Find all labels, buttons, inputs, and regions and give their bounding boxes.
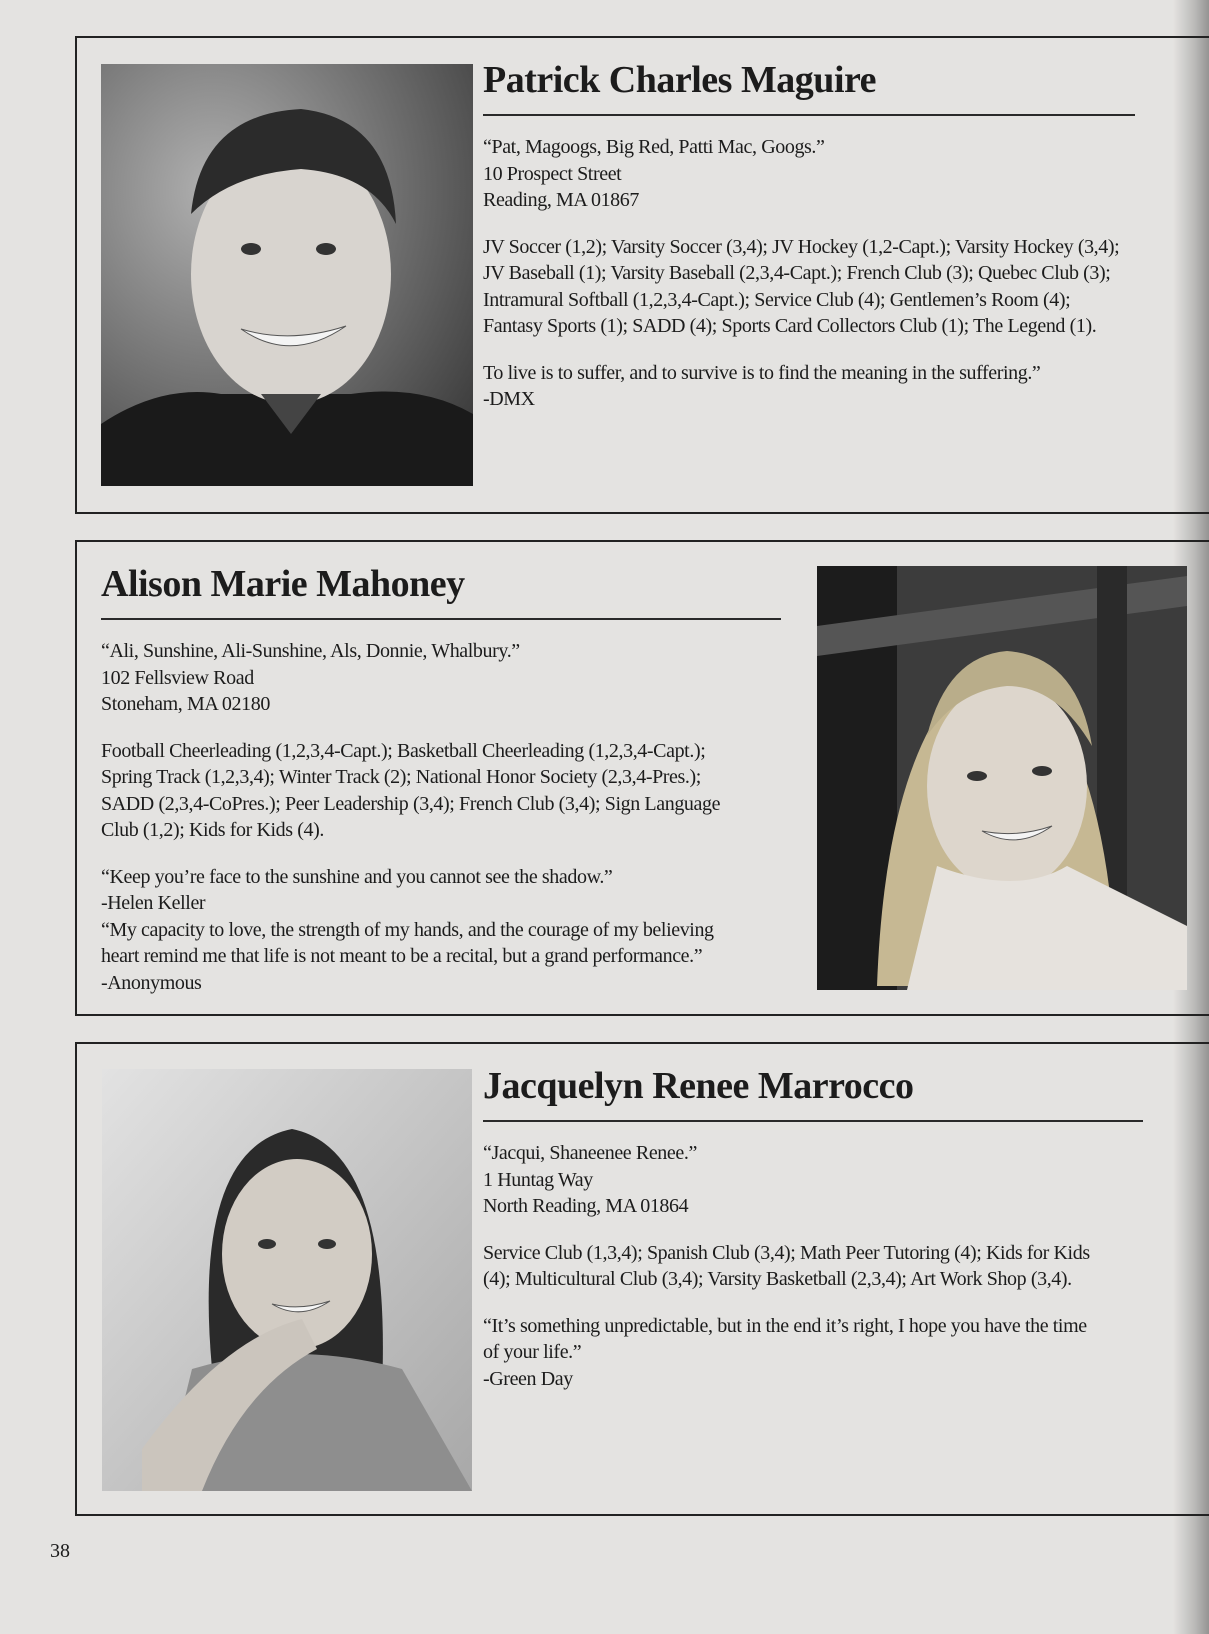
senior-entry-mahoney	[75, 540, 1209, 1016]
senior-entry-maguire	[75, 36, 1209, 514]
activities-line: Fantasy Sports (1); SADD (4); Sports Card Collectors Club (1); The Legend (1).	[483, 315, 1097, 337]
senior-quote	[483, 360, 1135, 413]
senior-info	[483, 1064, 1143, 1392]
activities-line: JV Soccer (1,2); Varsity Soccer (3,4); JV Hockey (1,2-Capt.); Varsity Hockey (3,4);	[483, 235, 1120, 258]
senior-quote	[483, 1313, 1143, 1393]
address-city: North Reading, MA 01864	[483, 1195, 689, 1217]
student-name: Alison Marie Mahoney	[101, 562, 781, 620]
address-city: Reading, MA 01867	[483, 189, 639, 211]
senior-info	[101, 562, 781, 996]
nicknames: “Jacqui, Shaneenee Renee.”	[483, 1142, 697, 1164]
activities-line: Football Cheerleading (1,2,3,4-Capt.); Basketball Cheerleading (1,2,3,4-Capt.);	[101, 739, 706, 762]
quote-attribution: -Anonymous	[101, 971, 202, 994]
senior-portrait-photo	[102, 1069, 472, 1491]
senior-portrait-photo	[101, 64, 473, 486]
activities-line: Club (1,2); Kids for Kids (4).	[101, 819, 324, 841]
quote-line: “It’s something unpredictable, but in the end it’s right, I hope you have the time	[483, 1314, 1087, 1337]
quote-line: of your life.”	[483, 1341, 582, 1363]
activities	[483, 234, 1135, 340]
activities-line: Service Club (1,3,4); Spanish Club (3,4); Math Peer Tutoring (4); Kids for Kids	[483, 1241, 1090, 1264]
quote-line: To live is to suffer, and to survive is to find the meaning in the suffering.”	[483, 361, 1041, 384]
quote-line: heart remind me that life is not meant to be a recital, but a grand performance.”	[101, 945, 703, 967]
address-city: Stoneham, MA 02180	[101, 693, 270, 715]
quote-line: “Keep you’re face to the sunshine and you cannot see the shadow.”	[101, 865, 613, 888]
activities-line: SADD (2,3,4-CoPres.); Peer Leadership (3,4); French Club (3,4); Sign Language	[101, 792, 721, 815]
page-number: 38	[50, 1540, 70, 1562]
quote-attribution: -Helen Keller	[101, 892, 206, 914]
activities-line: JV Baseball (1); Varsity Baseball (2,3,4-Capt.); French Club (3); Quebec Club (3);	[483, 262, 1111, 284]
activities	[483, 1240, 1143, 1293]
senior-portrait-photo	[817, 566, 1187, 990]
address-street: 102 Fellsview Road	[101, 666, 254, 689]
quote-attribution: -Green Day	[483, 1367, 573, 1390]
address-street: 10 Prospect Street	[483, 162, 622, 185]
nicknames: “Pat, Magoogs, Big Red, Patti Mac, Googs.”	[483, 136, 825, 158]
student-name: Jacquelyn Renee Marrocco	[483, 1064, 1143, 1122]
student-name: Patrick Charles Maguire	[483, 58, 1135, 116]
activities-line: Intramural Softball (1,2,3,4-Capt.); Service Club (4); Gentlemen’s Room (4);	[483, 288, 1071, 311]
nicknames: “Ali, Sunshine, Ali-Sunshine, Als, Donnie, Whalbury.”	[101, 640, 520, 662]
quote-line: “My capacity to love, the strength of my hands, and the courage of my believing	[101, 918, 714, 941]
address-street: 1 Huntag Way	[483, 1168, 593, 1191]
senior-info	[483, 58, 1135, 413]
senior-quote	[101, 864, 781, 997]
senior-entry-marrocco	[75, 1042, 1209, 1516]
quote-attribution: -DMX	[483, 388, 535, 410]
activities-line: Spring Track (1,2,3,4); Winter Track (2); National Honor Society (2,3,4-Pres.);	[101, 766, 701, 788]
activities-line: (4); Multicultural Club (3,4); Varsity Basketball (2,3,4); Art Work Shop (3,4).	[483, 1268, 1072, 1290]
activities	[101, 738, 781, 844]
